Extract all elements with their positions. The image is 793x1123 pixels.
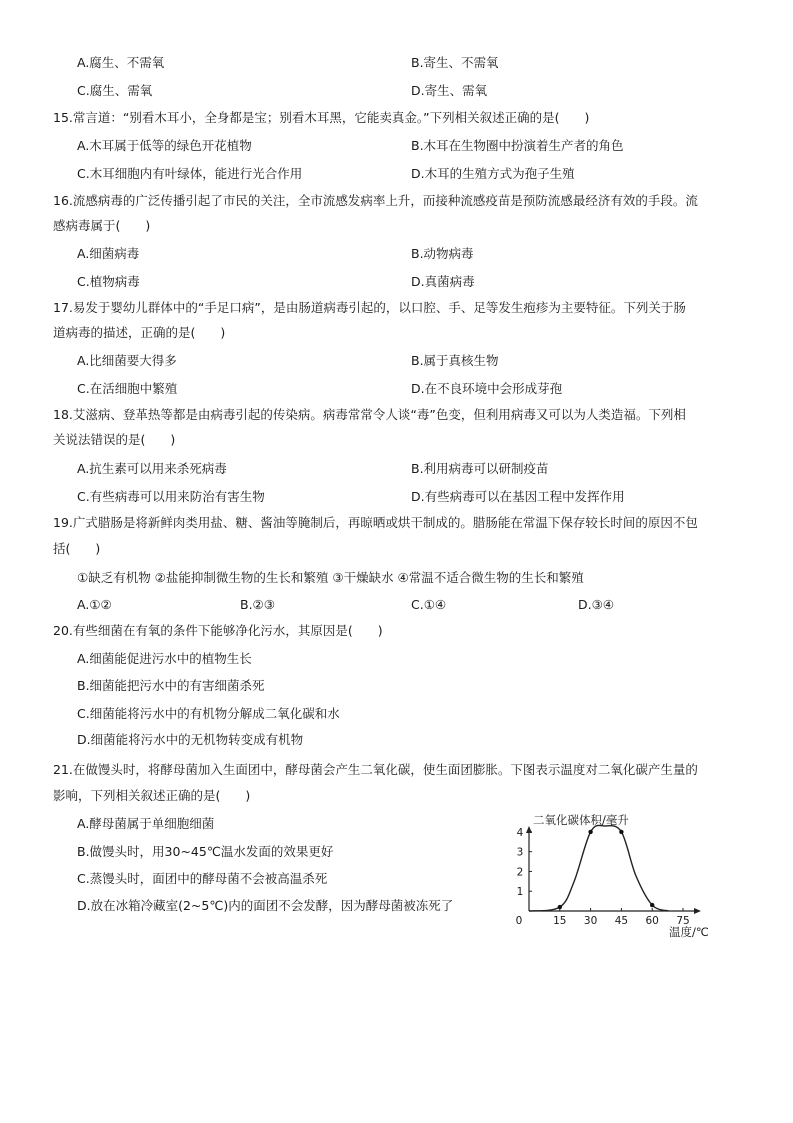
data-point	[588, 830, 592, 834]
q21-option-a: A.酵母菌属于单细胞细菌	[77, 816, 215, 831]
q17-stem-line1: 17.易发于婴幼儿群体中的“手足口病”，是由肠道病毒引起的，以口腔、手、足等发生疱疹为主要特征。下列关于肠	[53, 300, 686, 315]
x-tick-label: 45	[614, 915, 629, 927]
chart-y-axis-label: 二氧化碳体积/毫升	[533, 813, 629, 827]
q19-option-b: B.②③	[240, 597, 275, 612]
q16-stem-line2: 感病毒属于( )	[53, 218, 151, 233]
q18-stem-line1: 18.艾滋病、登革热等都是由病毒引起的传染病。病毒常常令人谈“毒”色变，但利用病毒又可以为人类造福。下列相	[53, 407, 686, 422]
q16-option-b: B.动物病毒	[411, 246, 474, 261]
q15-option-d: D.木耳的生殖方式为孢子生殖	[411, 166, 575, 181]
q18-option-c: C.有些病毒可以用来防治有害生物	[77, 489, 265, 504]
q15-option-a: A.木耳属于低等的绿色开花植物	[77, 138, 252, 153]
q19-stem-line1: 19.广式腊肠是将新鲜肉类用盐、糖、酱油等腌制后，再晾晒或烘干制成的。腊肠能在常温下保存较长时间的原因不包	[53, 515, 698, 530]
q15-option-c: C.木耳细胞内有叶绿体，能进行光合作用	[77, 166, 303, 181]
chart-plot	[529, 825, 669, 911]
q20-option-b: B.细菌能把污水中的有害细菌杀死	[77, 678, 265, 693]
q19-items: ①缺乏有机物 ②盐能抑制微生物的生长和繁殖 ③干燥缺水 ④常温不适合微生物的生长和繁殖	[77, 570, 584, 585]
chart-x-axis-label: 温度/℃	[669, 925, 709, 939]
q15-option-b: B.木耳在生物圈中扮演着生产者的角色	[411, 138, 624, 153]
q20-stem: 20.有些细菌在有氧的条件下能够净化污水，其原因是( )	[53, 623, 383, 638]
q14-option-c: C.腐生、需氧	[77, 83, 153, 98]
q16-option-a: A.细菌病毒	[77, 246, 140, 261]
y-tick-label: 3	[516, 846, 524, 859]
q19-option-c: C.①④	[411, 597, 447, 612]
q18-stem-line2: 关说法错误的是( )	[53, 432, 176, 447]
data-point	[558, 905, 562, 909]
x-tick-label: 15	[553, 915, 567, 927]
q16-option-c: C.植物病毒	[77, 274, 140, 289]
q18-option-b: B.利用病毒可以研制疫苗	[411, 461, 549, 476]
q21-option-c: C.蒸馒头时，面团中的酵母菌不会被高温杀死	[77, 871, 328, 886]
q21-option-d: D.放在冰箱冷藏室(2~5℃)内的面团不会发酵，因为酵母菌被冻死了	[77, 898, 454, 913]
co2-temperature-chart	[505, 810, 720, 940]
q21-stem-line2: 影响，下列相关叙述正确的是( )	[53, 788, 251, 803]
data-point	[650, 903, 654, 907]
x-tick-label: 0	[515, 915, 523, 927]
x-axis-arrow	[694, 908, 701, 914]
q18-option-d: D.有些病毒可以在基因工程中发挥作用	[411, 489, 625, 504]
q14-option-a: A.腐生、不需氧	[77, 55, 165, 70]
q19-stem-line2: 括( )	[53, 541, 101, 556]
data-point	[619, 830, 623, 834]
q17-option-d: D.在不良环境中会形成芽孢	[411, 381, 563, 396]
q16-stem-line1: 16.流感病毒的广泛传播引起了市民的关注，全市流感发病率上升，而接种流感疫苗是预防流感最经济有效的手段。流	[53, 193, 698, 208]
q17-option-c: C.在活细胞中繁殖	[77, 381, 178, 396]
q17-option-a: A.比细菌要大得多	[77, 353, 177, 368]
q14-option-b: B.寄生、不需氧	[411, 55, 499, 70]
q14-option-d: D.寄生、需氧	[411, 83, 488, 98]
q20-option-c: C.细菌能将污水中的有机物分解成二氧化碳和水	[77, 706, 340, 721]
y-tick-label: 4	[516, 826, 524, 839]
y-tick-label: 2	[516, 866, 524, 879]
q19-option-a: A.①②	[77, 597, 112, 612]
y-tick-label: 1	[516, 886, 524, 899]
x-tick-label: 30	[583, 915, 598, 927]
q17-option-b: B.属于真核生物	[411, 353, 499, 368]
q19-option-d: D.③④	[578, 597, 615, 612]
q16-option-d: D.真菌病毒	[411, 274, 475, 289]
chart-axes	[526, 826, 701, 914]
x-tick-label: 75	[676, 915, 690, 927]
x-tick-label: 60	[645, 915, 659, 927]
q15-stem: 15.常言道：“别看木耳小，全身都是宝；别看木耳黑，它能卖真金。”下列相关叙述正确的是( )	[53, 110, 590, 125]
co2-curve	[529, 825, 669, 911]
chart-ticks	[516, 827, 690, 927]
q21-option-b: B.做馒头时，用30~45℃温水发面的效果更好	[77, 844, 334, 859]
q18-option-a: A.抗生素可以用来杀死病毒	[77, 461, 227, 476]
q21-stem-line1: 21.在做馒头时，将酵母菌加入生面团中，酵母菌会产生二氧化碳，使生面团膨胀。下图表示温度对二氧化碳产生量的	[53, 762, 698, 777]
q20-option-d: D.细菌能将污水中的无机物转变成有机物	[77, 732, 304, 747]
q20-option-a: A.细菌能促进污水中的植物生长	[77, 651, 252, 666]
q17-stem-line2: 道病毒的描述，正确的是( )	[53, 325, 226, 340]
